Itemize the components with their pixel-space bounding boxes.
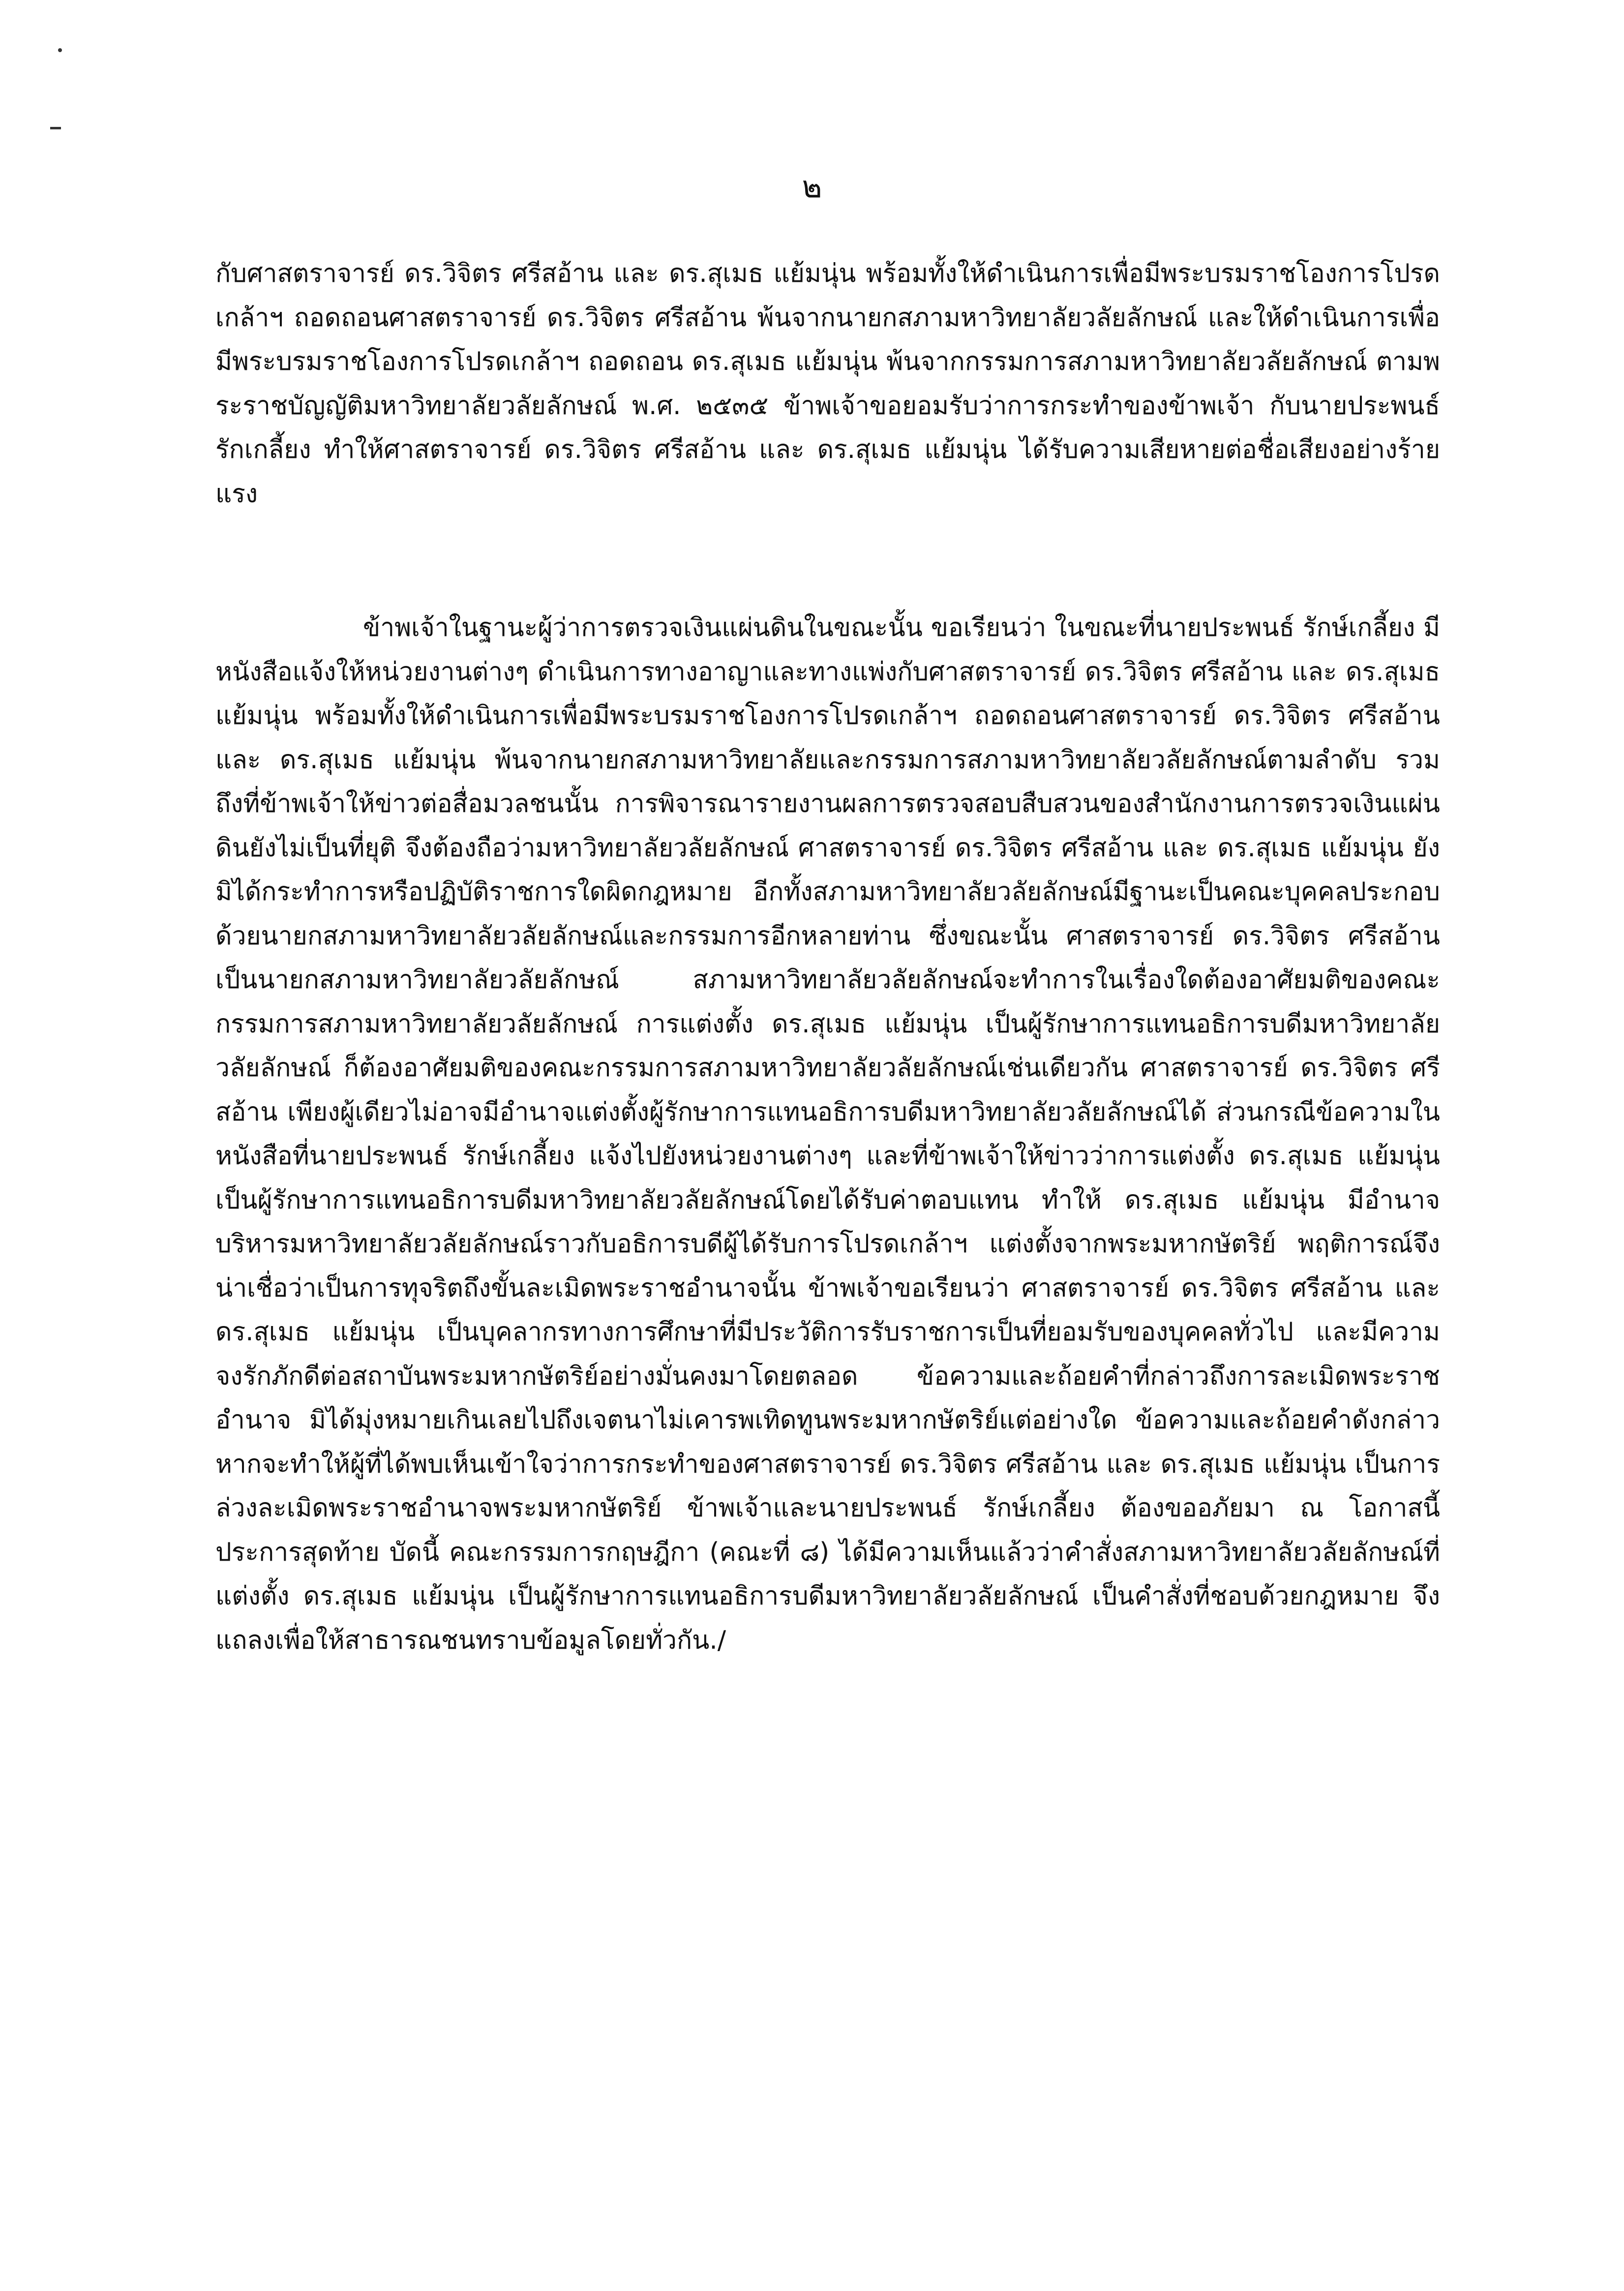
page-number: ๒	[802, 169, 822, 205]
paragraph-statement: ข้าพเจ้าในฐานะผู้ว่าการตรวจเงินแผ่นดินในขณะนั้น ขอเรียนว่า ในขณะที่นายประพนธ์ รักษ์เกลี้ยง มีหนังสือแจ้งให้หน่วยงานต่างๆ ดำเนินการทางอาญาและทางแพ่งกับศาสตราจารย์ ดร.วิจิตร ศรีสอ้าน และ ดร.สุเมธ แย้มนุ่น พร้อมทั้งให้ดำเนินการเพื่อมีพระบรมราชโองการโปรดเกล้าฯ ถอดถอนศาสตราจารย์ ดร.วิจิตร ศรีสอ้าน และ ดร.สุเมธ แย้มนุ่น พ้นจากนายกสภามหาวิทยาลัยและกรรมการสภามหาวิทยาลัยวลัยลักษณ์ตามลำดับ รวมถึงที่ข้าพเจ้าให้ข่าวต่อสื่อมวลชนนั้น การพิจารณารายงานผลการตรวจสอบสืบสวนของสำนักงานการตรวจเงินแผ่นดินยังไม่เป็นที่ยุติ จึงต้องถือว่ามหาวิทยาลัยวลัยลักษณ์ ศาสตราจารย์ ดร.วิจิตร ศรีสอ้าน และ ดร.สุเมธ แย้มนุ่น ยังมิได้กระทำการหรือปฏิบัติราชการใดผิดกฎหมาย อีกทั้งสภามหาวิทยาลัยวลัยลักษณ์มีฐานะเป็นคณะบุคคลประกอบด้วยนายกสภามหาวิทยาลัยวลัยลักษณ์และกรรมการอีกหลายท่าน ซึ่งขณะนั้น ศาสตราจารย์ ดร.วิจิตร ศรีสอ้าน เป็นนายกสภามหาวิทยาลัยวลัยลักษณ์ สภามหาวิทยาลัยวลัยลักษณ์จะทำการในเรื่องใดต้องอาศัยมติของคณะกรรมการสภามหาวิทยาลัยวลัยลักษณ์ การแต่งตั้ง ดร.สุเมธ แย้มนุ่น เป็นผู้รักษาการแทนอธิการบดีมหาวิทยาลัยวลัยลักษณ์ ก็ต้องอาศัยมติของคณะกรรมการสภามหาวิทยาลัยวลัยลักษณ์เช่นเดียวกัน ศาสตราจารย์ ดร.วิจิตร ศรีสอ้าน เพียงผู้เดียวไม่อาจมีอำนาจแต่งตั้งผู้รักษาการแทนอธิการบดีมหาวิทยาลัยวลัยลักษณ์ได้ ส่วนกรณีข้อความในหนังสือที่นายประพนธ์ รักษ์เกลี้ยง แจ้งไปยังหน่วยงานต่างๆ และที่ข้าพเจ้าให้ข่าวว่าการแต่งตั้ง ดร.สุเมธ แย้มนุ่น เป็นผู้รักษาการแทนอธิการบดีมหาวิทยาลัยวลัยลักษณ์โดยได้รับค่าตอบแทน ทำให้ ดร.สุเมธ แย้มนุ่น มีอำนาจบริหารมหาวิทยาลัยวลัยลักษณ์ราวกับอธิการบดีผู้ได้รับการโปรดเกล้าฯ แต่งตั้งจากพระมหากษัตริย์ พฤติการณ์จึงน่าเชื่อว่าเป็นการทุจริตถึงขั้นละเมิดพระราชอำนาจนั้น ข้าพเจ้าขอเรียนว่า ศาสตราจารย์ ดร.วิจิตร ศรีสอ้าน และดร.สุเมธ แย้มนุ่น เป็นบุคลากรทางการศึกษาที่มีประวัติการรับราชการเป็นที่ยอมรับของบุคคลทั่วไป และมีความจงรักภักดีต่อสถาบันพระมหากษัตริย์อย่างมั่นคงมาโดยตลอด ข้อความและถ้อยคำที่กล่าวถึงการละเมิดพระราชอำนาจ มิได้มุ่งหมายเกินเลยไปถึงเจตนาไม่เคารพเทิดทูนพระมหากษัตริย์แต่อย่างใด ข้อความและถ้อยคำดังกล่าวหากจะทำให้ผู้ที่ได้พบเห็นเข้าใจว่าการกระทำของศาสตราจารย์ ดร.วิจิตร ศรีสอ้าน และ ดร.สุเมธ แย้มนุ่น เป็นการล่วงละเมิดพระราชอำนาจพระมหากษัตริย์ ข้าพเจ้าและนายประพนธ์ รักษ์เกลี้ยง ต้องขออภัยมา ณ โอกาสนี้ ประการสุดท้าย บัดนี้ คณะกรรมการกฤษฎีกา (คณะที่ ๘) ได้มีความเห็นแล้วว่าคำสั่งสภามหาวิทยาลัยวลัยลักษณ์ที่แต่งตั้ง ดร.สุเมธ แย้มนุ่น เป็นผู้รักษาการแทนอธิการบดีมหาวิทยาลัยวลัยลักษณ์ เป็นคำสั่งที่ชอบด้วยกฎหมาย จึงแถลงเพื่อให้สาธารณชนทราบข้อมูลโดยทั่วกัน./	[215, 613, 1440, 1655]
scan-speck	[58, 48, 62, 52]
scan-dash	[50, 127, 61, 129]
paragraph-continuation: กับศาสตราจารย์ ดร.วิจิตร ศรีสอ้าน และ ดร.สุเมธ แย้มนุ่น พร้อมทั้งให้ดำเนินการเพื่อมีพระบรมราชโองการโปรดเกล้าฯ ถอดถอนศาสตราจารย์ ดร.วิจิตร ศรีสอ้าน พ้นจากนายกสภามหาวิทยาลัยวลัยลักษณ์ และให้ดำเนินการเพื่อมีพระบรมราชโองการโปรดเกล้าฯ ถอดถอน ดร.สุเมธ แย้มนุ่น พ้นจากกรรมการสภามหาวิทยาลัยวลัยลักษณ์ ตามพระราชบัญญัติมหาวิทยาลัยวลัยลักษณ์ พ.ศ. ๒๕๓๕ ข้าพเจ้าขอยอมรับว่าการกระทำของข้าพเจ้า กับนายประพนธ์ รักเกลี้ยง ทำให้ศาสตราจารย์ ดร.วิจิตร ศรีสอ้าน และ ดร.สุเมธ แย้มนุ่น ได้รับความเสียหายต่อชื่อเสียงอย่างร้ายแรง	[215, 259, 1440, 509]
